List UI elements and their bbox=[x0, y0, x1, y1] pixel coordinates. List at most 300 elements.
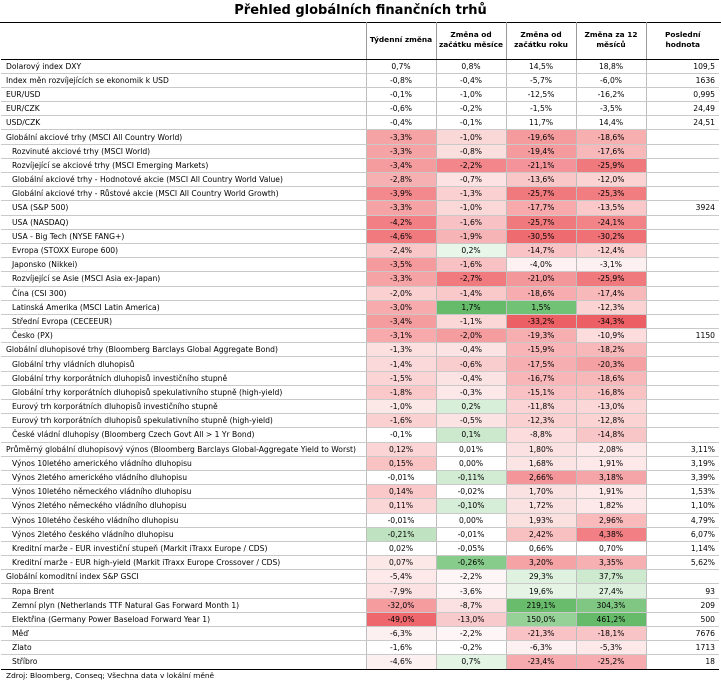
cell-last-value: 3,39% bbox=[646, 470, 719, 484]
cell-12m-change: -12,0% bbox=[576, 173, 646, 187]
row-label: Zemní plyn (Netherlands TTF Natural Gas Forward Month 1) bbox=[1, 598, 366, 612]
cell-mtd-change: -0,26% bbox=[436, 556, 506, 570]
table-row bbox=[1, 201, 719, 215]
table-row bbox=[1, 229, 719, 243]
cell-12m-change: 27,4% bbox=[576, 584, 646, 598]
row-label: Střední Evropa (CECEEUR) bbox=[1, 314, 366, 328]
row-label: Měď bbox=[1, 627, 366, 641]
row-label: Globální komoditní index S&P GSCI bbox=[1, 570, 366, 584]
cell-weekly-change: -3,3% bbox=[366, 144, 436, 158]
table-row bbox=[1, 513, 719, 527]
cell-12m-change: -5,3% bbox=[576, 641, 646, 655]
row-label: Stříbro bbox=[1, 655, 366, 669]
cell-mtd-change: -13,0% bbox=[436, 612, 506, 626]
table-row bbox=[1, 485, 719, 499]
cell-weekly-change: -32,0% bbox=[366, 598, 436, 612]
row-label: USD/CZK bbox=[1, 116, 366, 130]
cell-12m-change: -24,1% bbox=[576, 215, 646, 229]
cell-mtd-change: -2,2% bbox=[436, 570, 506, 584]
cell-mtd-change: -0,8% bbox=[436, 144, 506, 158]
table-row bbox=[1, 286, 719, 300]
cell-weekly-change: -0,1% bbox=[366, 428, 436, 442]
table-row bbox=[1, 598, 719, 612]
cell-12m-change: 0,70% bbox=[576, 541, 646, 555]
row-label: USA (S&P 500) bbox=[1, 201, 366, 215]
page-title: Přehled globálních finančních trhů bbox=[0, 0, 721, 23]
row-label: Index měn rozvíjejících se ekonomik k USD bbox=[1, 73, 366, 87]
cell-12m-change: -12,3% bbox=[576, 300, 646, 314]
row-label: Globální akciové trhy - Růstové akcie (MSCI All Country World Growth) bbox=[1, 187, 366, 201]
cell-last-value bbox=[646, 357, 719, 371]
row-label: Výnos 10letého amerického vládního dluhopisu bbox=[1, 456, 366, 470]
row-label: Globální trhy korporátních dluhopisů spekulativního stupně (high-yield) bbox=[1, 385, 366, 399]
cell-mtd-change: -0,01% bbox=[436, 527, 506, 541]
cell-last-value: 5,62% bbox=[646, 556, 719, 570]
row-label: Čína (CSI 300) bbox=[1, 286, 366, 300]
table-row bbox=[1, 499, 719, 513]
cell-12m-change: -6,0% bbox=[576, 73, 646, 87]
cell-mtd-change: -1,4% bbox=[436, 286, 506, 300]
cell-ytd-change: -12,3% bbox=[506, 414, 576, 428]
table-row bbox=[1, 87, 719, 101]
cell-mtd-change: 0,1% bbox=[436, 428, 506, 442]
cell-weekly-change: -3,3% bbox=[366, 130, 436, 144]
header-mtd-change: Změna od začátku měsíce bbox=[436, 22, 506, 59]
cell-mtd-change: -3,6% bbox=[436, 584, 506, 598]
cell-last-value bbox=[646, 570, 719, 584]
cell-mtd-change: 1,7% bbox=[436, 300, 506, 314]
cell-mtd-change: -0,11% bbox=[436, 470, 506, 484]
cell-mtd-change: -1,6% bbox=[436, 258, 506, 272]
row-label: Výnos 2letého amerického vládního dluhopisu bbox=[1, 470, 366, 484]
cell-12m-change: -18,6% bbox=[576, 130, 646, 144]
cell-12m-change: 1,91% bbox=[576, 485, 646, 499]
row-label: Rozvíjející se akciové trhy (MSCI Emerging Markets) bbox=[1, 158, 366, 172]
cell-weekly-change: -4,6% bbox=[366, 655, 436, 669]
header-last-value: Poslední hodnota bbox=[646, 22, 719, 59]
cell-weekly-change: 0,07% bbox=[366, 556, 436, 570]
cell-mtd-change: -0,3% bbox=[436, 385, 506, 399]
cell-12m-change: -18,2% bbox=[576, 343, 646, 357]
cell-ytd-change: 1,70% bbox=[506, 485, 576, 499]
table-row bbox=[1, 385, 719, 399]
table-row bbox=[1, 187, 719, 201]
cell-last-value bbox=[646, 215, 719, 229]
cell-weekly-change: -5,4% bbox=[366, 570, 436, 584]
cell-ytd-change: -17,7% bbox=[506, 201, 576, 215]
cell-weekly-change: -4,6% bbox=[366, 229, 436, 243]
cell-ytd-change: -6,3% bbox=[506, 641, 576, 655]
cell-last-value bbox=[646, 343, 719, 357]
cell-12m-change: -17,6% bbox=[576, 144, 646, 158]
table-row bbox=[1, 343, 719, 357]
row-label: Evropa (STOXX Europe 600) bbox=[1, 243, 366, 257]
cell-last-value bbox=[646, 300, 719, 314]
table-row bbox=[1, 59, 719, 73]
cell-last-value bbox=[646, 130, 719, 144]
row-label: Dolarový index DXY bbox=[1, 59, 366, 73]
cell-weekly-change: -0,4% bbox=[366, 116, 436, 130]
cell-12m-change: 461,2% bbox=[576, 612, 646, 626]
cell-last-value: 93 bbox=[646, 584, 719, 598]
cell-mtd-change: -0,10% bbox=[436, 499, 506, 513]
cell-mtd-change: 0,00% bbox=[436, 456, 506, 470]
cell-mtd-change: -1,1% bbox=[436, 314, 506, 328]
table-row bbox=[1, 300, 719, 314]
cell-12m-change: -3,5% bbox=[576, 102, 646, 116]
cell-last-value: 209 bbox=[646, 598, 719, 612]
row-label: EUR/CZK bbox=[1, 102, 366, 116]
cell-ytd-change: -1,5% bbox=[506, 102, 576, 116]
cell-weekly-change: -2,0% bbox=[366, 286, 436, 300]
cell-ytd-change: 150,0% bbox=[506, 612, 576, 626]
cell-weekly-change: -0,6% bbox=[366, 102, 436, 116]
table-row bbox=[1, 428, 719, 442]
cell-12m-change: -25,9% bbox=[576, 158, 646, 172]
cell-12m-change: -13,0% bbox=[576, 400, 646, 414]
table-row bbox=[1, 556, 719, 570]
cell-last-value bbox=[646, 371, 719, 385]
cell-weekly-change: -3,9% bbox=[366, 187, 436, 201]
table-row bbox=[1, 584, 719, 598]
cell-12m-change: 2,96% bbox=[576, 513, 646, 527]
cell-ytd-change: 219,1% bbox=[506, 598, 576, 612]
table-row bbox=[1, 570, 719, 584]
cell-ytd-change: 2,66% bbox=[506, 470, 576, 484]
cell-mtd-change: -2,2% bbox=[436, 627, 506, 641]
cell-mtd-change: 0,2% bbox=[436, 400, 506, 414]
cell-weekly-change: -3,3% bbox=[366, 272, 436, 286]
row-label: Globální akciové trhy (MSCI All Country World) bbox=[1, 130, 366, 144]
row-label: Výnos 2letého českého vládního dluhopisu bbox=[1, 527, 366, 541]
cell-12m-change: -25,3% bbox=[576, 187, 646, 201]
table-header-row bbox=[1, 22, 719, 59]
cell-ytd-change: 19,6% bbox=[506, 584, 576, 598]
row-label: Výnos 10letého německého vládního dluhopisu bbox=[1, 485, 366, 499]
cell-12m-change: -13,5% bbox=[576, 201, 646, 215]
cell-last-value bbox=[646, 258, 719, 272]
cell-last-value: 1,10% bbox=[646, 499, 719, 513]
cell-last-value: 1,14% bbox=[646, 541, 719, 555]
table-row bbox=[1, 243, 719, 257]
cell-weekly-change: -0,01% bbox=[366, 470, 436, 484]
header-ytd-change: Změna od začátku roku bbox=[506, 22, 576, 59]
source-note: Zdroj: Bloomberg, Conseq; Všechna data v lokální měně bbox=[6, 671, 215, 680]
cell-mtd-change: 0,2% bbox=[436, 243, 506, 257]
cell-ytd-change: -25,7% bbox=[506, 187, 576, 201]
cell-last-value bbox=[646, 158, 719, 172]
cell-weekly-change: 0,14% bbox=[366, 485, 436, 499]
row-label: České vládní dluhopisy (Bloomberg Czech Govt All > 1 Yr Bond) bbox=[1, 428, 366, 442]
cell-12m-change: 4,38% bbox=[576, 527, 646, 541]
cell-weekly-change: -1,8% bbox=[366, 385, 436, 399]
cell-weekly-change: -2,4% bbox=[366, 243, 436, 257]
cell-mtd-change: -0,4% bbox=[436, 371, 506, 385]
cell-weekly-change: -3,5% bbox=[366, 258, 436, 272]
cell-ytd-change: -17,5% bbox=[506, 357, 576, 371]
cell-12m-change: -25,2% bbox=[576, 655, 646, 669]
table-row bbox=[1, 272, 719, 286]
table-row bbox=[1, 371, 719, 385]
cell-last-value: 3,19% bbox=[646, 456, 719, 470]
cell-ytd-change: 0,66% bbox=[506, 541, 576, 555]
cell-weekly-change: -0,1% bbox=[366, 87, 436, 101]
row-label: Globální dluhopisové trhy (Bloomberg Barclays Global Aggregate Bond) bbox=[1, 343, 366, 357]
cell-ytd-change: 1,93% bbox=[506, 513, 576, 527]
cell-12m-change: -14,8% bbox=[576, 428, 646, 442]
cell-ytd-change: 1,68% bbox=[506, 456, 576, 470]
cell-12m-change: -17,4% bbox=[576, 286, 646, 300]
cell-ytd-change: -33,2% bbox=[506, 314, 576, 328]
cell-ytd-change: 1,80% bbox=[506, 442, 576, 456]
cell-mtd-change: -1,0% bbox=[436, 87, 506, 101]
cell-12m-change: 1,82% bbox=[576, 499, 646, 513]
cell-last-value bbox=[646, 428, 719, 442]
cell-12m-change: 37,7% bbox=[576, 570, 646, 584]
cell-weekly-change: -1,6% bbox=[366, 414, 436, 428]
cell-12m-change: -25,9% bbox=[576, 272, 646, 286]
cell-last-value bbox=[646, 173, 719, 187]
table-row bbox=[1, 173, 719, 187]
cell-ytd-change: -19,3% bbox=[506, 329, 576, 343]
cell-mtd-change: -2,0% bbox=[436, 329, 506, 343]
cell-12m-change: -12,8% bbox=[576, 414, 646, 428]
cell-last-value: 6,07% bbox=[646, 527, 719, 541]
row-label: Kreditní marže - EUR high-yield (Markit iTraxx Europe Crossover / CDS) bbox=[1, 556, 366, 570]
cell-last-value: 7676 bbox=[646, 627, 719, 641]
cell-weekly-change: -3,3% bbox=[366, 201, 436, 215]
cell-12m-change: -30,2% bbox=[576, 229, 646, 243]
table-row bbox=[1, 158, 719, 172]
cell-12m-change: 14,4% bbox=[576, 116, 646, 130]
cell-weekly-change: -4,2% bbox=[366, 215, 436, 229]
cell-mtd-change: -1,6% bbox=[436, 215, 506, 229]
cell-mtd-change: -0,5% bbox=[436, 414, 506, 428]
cell-ytd-change: 2,42% bbox=[506, 527, 576, 541]
cell-ytd-change: -18,6% bbox=[506, 286, 576, 300]
cell-weekly-change: 0,15% bbox=[366, 456, 436, 470]
cell-12m-change: -12,4% bbox=[576, 243, 646, 257]
table-row bbox=[1, 314, 719, 328]
cell-last-value bbox=[646, 286, 719, 300]
cell-ytd-change: 11,7% bbox=[506, 116, 576, 130]
cell-ytd-change: -15,9% bbox=[506, 343, 576, 357]
cell-12m-change: -16,8% bbox=[576, 385, 646, 399]
row-label: Latinská Amerika (MSCI Latin America) bbox=[1, 300, 366, 314]
row-label: USA - Big Tech (NYSE FANG+) bbox=[1, 229, 366, 243]
cell-weekly-change: 0,02% bbox=[366, 541, 436, 555]
table-row bbox=[1, 442, 719, 456]
cell-weekly-change: -1,3% bbox=[366, 343, 436, 357]
cell-12m-change: -3,1% bbox=[576, 258, 646, 272]
cell-last-value: 109,5 bbox=[646, 59, 719, 73]
cell-last-value bbox=[646, 243, 719, 257]
cell-weekly-change: -0,01% bbox=[366, 513, 436, 527]
table-row bbox=[1, 73, 719, 87]
row-label: Rozvíjející se Asie (MSCI Asia ex-Japan) bbox=[1, 272, 366, 286]
table-row bbox=[1, 414, 719, 428]
table-row bbox=[1, 258, 719, 272]
cell-12m-change: 3,18% bbox=[576, 470, 646, 484]
table-row bbox=[1, 144, 719, 158]
cell-last-value bbox=[646, 144, 719, 158]
cell-last-value: 24,49 bbox=[646, 102, 719, 116]
cell-mtd-change: -1,9% bbox=[436, 229, 506, 243]
cell-mtd-change: -2,7% bbox=[436, 272, 506, 286]
row-label: Zlato bbox=[1, 641, 366, 655]
table-row bbox=[1, 329, 719, 343]
cell-ytd-change: -19,4% bbox=[506, 144, 576, 158]
row-label: Výnos 2letého německého vládního dluhopisu bbox=[1, 499, 366, 513]
cell-ytd-change: -13,6% bbox=[506, 173, 576, 187]
cell-weekly-change: -1,6% bbox=[366, 641, 436, 655]
cell-mtd-change: -1,0% bbox=[436, 201, 506, 215]
cell-ytd-change: 29,3% bbox=[506, 570, 576, 584]
row-label: Globální trhy vládních dluhopisů bbox=[1, 357, 366, 371]
cell-ytd-change: 14,5% bbox=[506, 59, 576, 73]
cell-ytd-change: -8,8% bbox=[506, 428, 576, 442]
cell-ytd-change: 1,72% bbox=[506, 499, 576, 513]
cell-ytd-change: -15,1% bbox=[506, 385, 576, 399]
cell-ytd-change: -19,6% bbox=[506, 130, 576, 144]
cell-12m-change: -34,3% bbox=[576, 314, 646, 328]
cell-last-value bbox=[646, 400, 719, 414]
table-row bbox=[1, 612, 719, 626]
cell-last-value: 1150 bbox=[646, 329, 719, 343]
cell-12m-change: 18,8% bbox=[576, 59, 646, 73]
cell-mtd-change: -0,4% bbox=[436, 73, 506, 87]
cell-ytd-change: 1,5% bbox=[506, 300, 576, 314]
cell-last-value: 1713 bbox=[646, 641, 719, 655]
cell-ytd-change: 3,20% bbox=[506, 556, 576, 570]
header-weekly-change: Týdenní změna bbox=[366, 22, 436, 59]
cell-ytd-change: -21,0% bbox=[506, 272, 576, 286]
cell-weekly-change: -1,4% bbox=[366, 357, 436, 371]
cell-last-value bbox=[646, 385, 719, 399]
header-name bbox=[1, 22, 366, 59]
row-label: Eurový trh korporátních dluhopisů spekulativního stupně (high-yield) bbox=[1, 414, 366, 428]
cell-last-value bbox=[646, 272, 719, 286]
cell-weekly-change: -3,4% bbox=[366, 158, 436, 172]
table-row bbox=[1, 357, 719, 371]
cell-mtd-change: -0,7% bbox=[436, 173, 506, 187]
cell-last-value: 18 bbox=[646, 655, 719, 669]
cell-ytd-change: -21,1% bbox=[506, 158, 576, 172]
cell-12m-change: -16,2% bbox=[576, 87, 646, 101]
table-row bbox=[1, 627, 719, 641]
row-label: Výnos 10letého českého vládního dluhopisu bbox=[1, 513, 366, 527]
row-label: Eurový trh korporátních dluhopisů investičního stupně bbox=[1, 400, 366, 414]
row-label: Kreditní marže - EUR investiční stupeň (Markit iTraxx Europe / CDS) bbox=[1, 541, 366, 555]
row-label: Elektřina (Germany Power Baseload Forward Year 1) bbox=[1, 612, 366, 626]
cell-12m-change: -10,9% bbox=[576, 329, 646, 343]
table-row bbox=[1, 456, 719, 470]
cell-12m-change: 3,35% bbox=[576, 556, 646, 570]
cell-last-value bbox=[646, 314, 719, 328]
row-label: Rozvinuté akciové trhy (MSCI World) bbox=[1, 144, 366, 158]
table-row bbox=[1, 641, 719, 655]
cell-weekly-change: -0,8% bbox=[366, 73, 436, 87]
cell-12m-change: -18,1% bbox=[576, 627, 646, 641]
cell-mtd-change: -8,7% bbox=[436, 598, 506, 612]
cell-ytd-change: -16,7% bbox=[506, 371, 576, 385]
cell-weekly-change: -6,3% bbox=[366, 627, 436, 641]
table-row bbox=[1, 655, 719, 669]
row-label: USA (NASDAQ) bbox=[1, 215, 366, 229]
table-body bbox=[1, 59, 719, 669]
cell-12m-change: -20,3% bbox=[576, 357, 646, 371]
table-row bbox=[1, 527, 719, 541]
cell-ytd-change: -30,5% bbox=[506, 229, 576, 243]
cell-12m-change: 2,08% bbox=[576, 442, 646, 456]
cell-last-value: 500 bbox=[646, 612, 719, 626]
cell-mtd-change: 0,01% bbox=[436, 442, 506, 456]
row-label: EUR/USD bbox=[1, 87, 366, 101]
cell-weekly-change: -49,0% bbox=[366, 612, 436, 626]
row-label: Česko (PX) bbox=[1, 329, 366, 343]
cell-mtd-change: -1,0% bbox=[436, 130, 506, 144]
cell-last-value bbox=[646, 187, 719, 201]
cell-mtd-change: 0,7% bbox=[436, 655, 506, 669]
table-row bbox=[1, 102, 719, 116]
table-row bbox=[1, 130, 719, 144]
row-label: Ropa Brent bbox=[1, 584, 366, 598]
cell-mtd-change: -0,05% bbox=[436, 541, 506, 555]
cell-ytd-change: -4,0% bbox=[506, 258, 576, 272]
cell-mtd-change: 0,00% bbox=[436, 513, 506, 527]
cell-mtd-change: -0,02% bbox=[436, 485, 506, 499]
cell-last-value: 3924 bbox=[646, 201, 719, 215]
cell-weekly-change: -1,5% bbox=[366, 371, 436, 385]
cell-ytd-change: -5,7% bbox=[506, 73, 576, 87]
cell-12m-change: 1,91% bbox=[576, 456, 646, 470]
cell-last-value bbox=[646, 229, 719, 243]
cell-mtd-change: -1,3% bbox=[436, 187, 506, 201]
header-12m-change: Změna za 12 měsíců bbox=[576, 22, 646, 59]
cell-mtd-change: -0,4% bbox=[436, 343, 506, 357]
market-overview-table bbox=[1, 22, 719, 670]
cell-last-value: 1636 bbox=[646, 73, 719, 87]
row-label: Japonsko (Nikkei) bbox=[1, 258, 366, 272]
row-label: Globální trhy korporátních dluhopisů investičního stupně bbox=[1, 371, 366, 385]
table-row bbox=[1, 400, 719, 414]
cell-mtd-change: -2,2% bbox=[436, 158, 506, 172]
cell-last-value: 0,995 bbox=[646, 87, 719, 101]
cell-mtd-change: -0,2% bbox=[436, 641, 506, 655]
cell-weekly-change: 0,7% bbox=[366, 59, 436, 73]
cell-ytd-change: -14,7% bbox=[506, 243, 576, 257]
cell-ytd-change: -21,3% bbox=[506, 627, 576, 641]
table-row bbox=[1, 116, 719, 130]
cell-ytd-change: -11,8% bbox=[506, 400, 576, 414]
cell-weekly-change: -2,8% bbox=[366, 173, 436, 187]
cell-weekly-change: -3,4% bbox=[366, 314, 436, 328]
cell-12m-change: -18,6% bbox=[576, 371, 646, 385]
cell-mtd-change: 0,8% bbox=[436, 59, 506, 73]
cell-mtd-change: -0,1% bbox=[436, 116, 506, 130]
cell-ytd-change: -12,5% bbox=[506, 87, 576, 101]
cell-weekly-change: 0,11% bbox=[366, 499, 436, 513]
row-label: Průměrný globální dluhopisový výnos (Bloomberg Barclays Global-Aggregate Yield to Worst) bbox=[1, 442, 366, 456]
cell-ytd-change: -23,4% bbox=[506, 655, 576, 669]
table-row bbox=[1, 541, 719, 555]
cell-weekly-change: -3,0% bbox=[366, 300, 436, 314]
cell-last-value bbox=[646, 414, 719, 428]
cell-weekly-change: -1,0% bbox=[366, 400, 436, 414]
row-label: Globální akciové trhy - Hodnotové akcie (MSCI All Country World Value) bbox=[1, 173, 366, 187]
cell-weekly-change: -0,21% bbox=[366, 527, 436, 541]
cell-ytd-change: -25,7% bbox=[506, 215, 576, 229]
